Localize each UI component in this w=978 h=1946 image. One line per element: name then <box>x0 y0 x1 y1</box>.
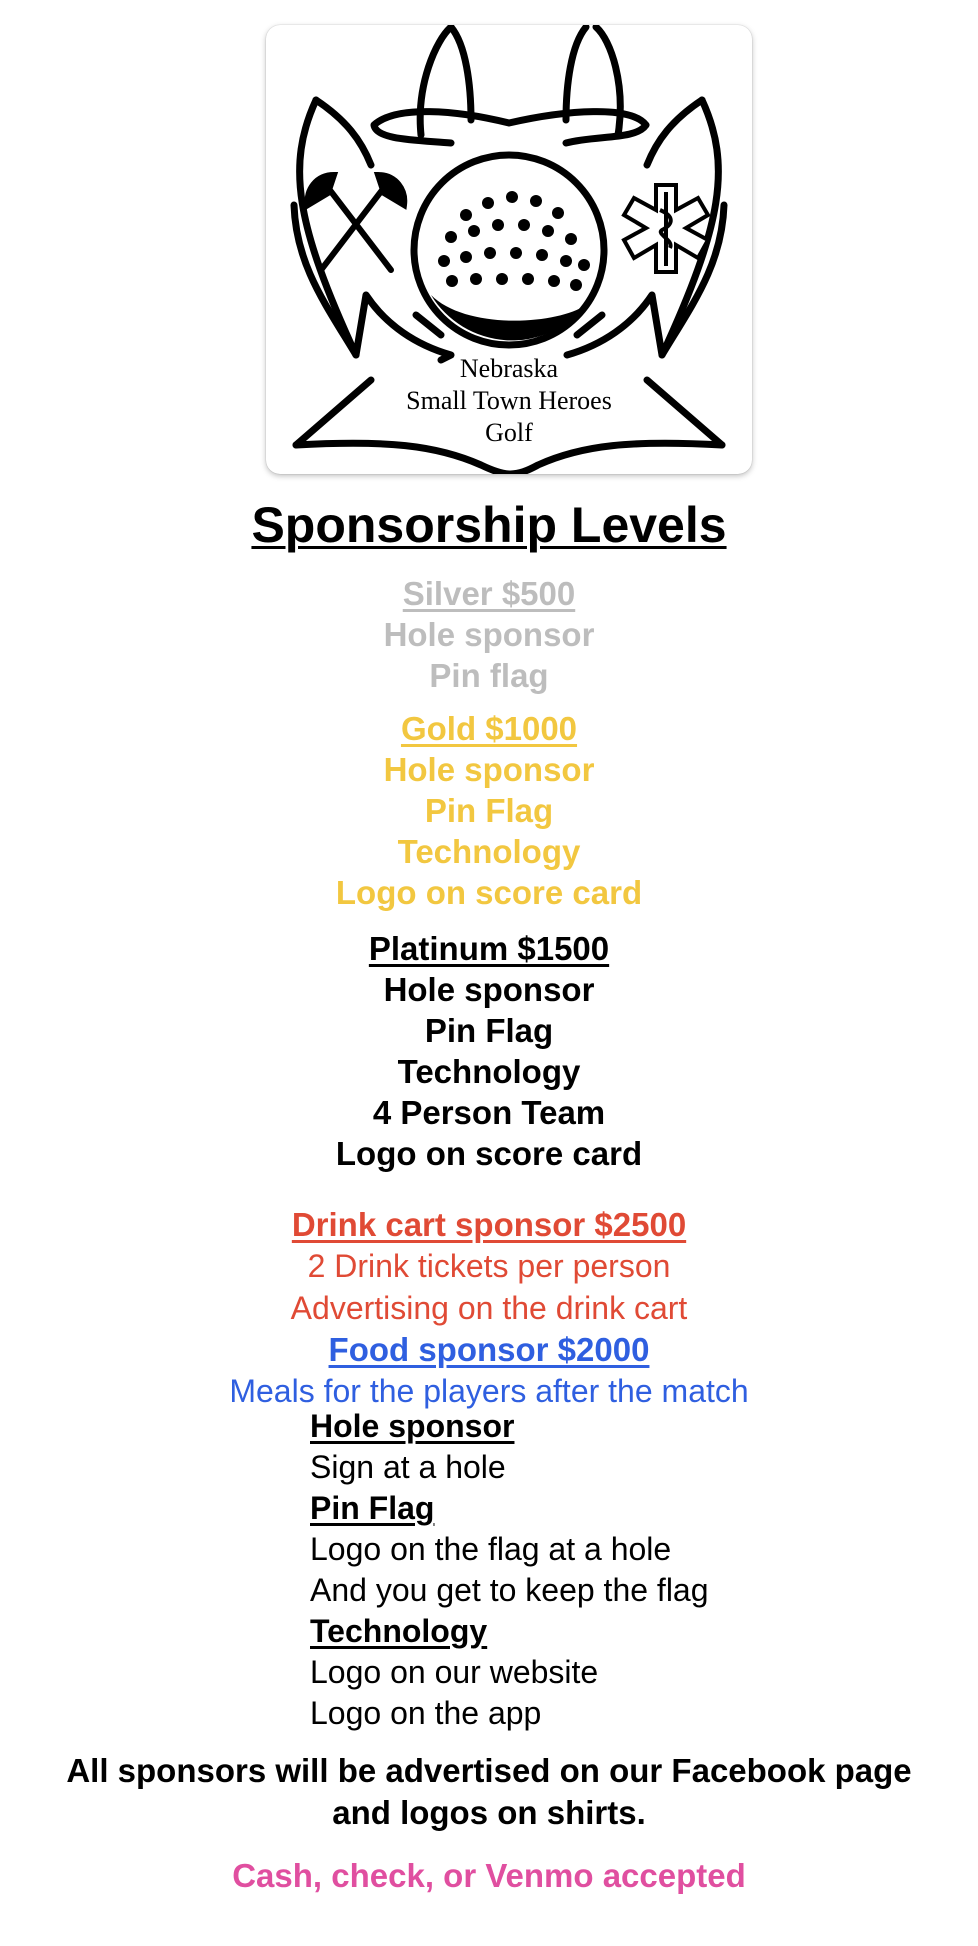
drink-cart-item: Advertising on the drink cart <box>290 1290 688 1326</box>
platinum-item: Technology <box>397 1053 581 1090</box>
gold-item: Logo on score card <box>335 874 643 911</box>
technology-line: Logo on the app <box>310 1695 542 1731</box>
gold-item: Technology <box>397 833 581 870</box>
gold-item: Pin Flag <box>424 792 554 829</box>
platinum-item: Logo on score card <box>335 1135 643 1172</box>
hole-sponsor-heading: Hole sponsor <box>310 1408 515 1444</box>
maltese-cross-golf-logo <box>266 25 752 474</box>
pin-flag-heading: Pin Flag <box>310 1490 435 1526</box>
page-title: Sponsorship Levels <box>251 497 727 553</box>
drink-cart-item: 2 Drink tickets per person <box>307 1248 671 1284</box>
silver-heading: Silver $500 <box>402 575 576 612</box>
silver-item: Pin flag <box>429 657 549 694</box>
platinum-item: Pin Flag <box>424 1012 554 1049</box>
technology-heading: Technology <box>310 1613 488 1649</box>
hole-sponsor-line: Sign at a hole <box>310 1449 506 1485</box>
silver-item: Hole sponsor <box>383 616 595 653</box>
pin-flag-line: Logo on the flag at a hole <box>310 1531 672 1567</box>
platinum-item: 4 Person Team <box>372 1094 606 1131</box>
logo-line-3: Golf <box>485 418 533 447</box>
platinum-heading: Platinum $1500 <box>368 930 610 967</box>
technology-line: Logo on our website <box>310 1654 599 1690</box>
logo-line-1: Nebraska <box>459 354 559 383</box>
food-heading: Food sponsor $2000 <box>328 1331 650 1368</box>
gold-item: Hole sponsor <box>383 751 595 788</box>
pin-flag-line: And you get to keep the flag <box>310 1572 709 1608</box>
logo-line-2: Small Town Heroes <box>406 386 612 415</box>
footer-line-2: and logos on shirts. <box>332 1794 646 1831</box>
payment-note: Cash, check, or Venmo accepted <box>232 1857 746 1894</box>
event-logo <box>266 25 752 474</box>
gold-heading: Gold $1000 <box>400 710 578 747</box>
food-item: Meals for the players after the match <box>229 1373 749 1409</box>
platinum-item: Hole sponsor <box>383 971 595 1008</box>
footer-line-1: All sponsors will be advertised on our Facebook page <box>66 1752 912 1789</box>
drink-cart-heading: Drink cart sponsor $2500 <box>291 1206 687 1243</box>
